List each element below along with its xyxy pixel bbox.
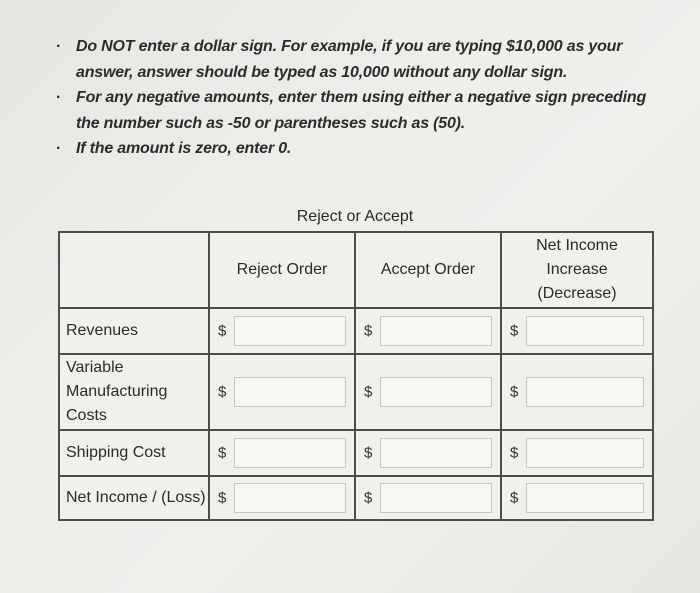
dollar-sign: $ (364, 383, 373, 401)
dollar-sign: $ (218, 383, 227, 401)
dollar-sign: $ (510, 444, 519, 462)
row-label-variable-costs: Variable Manufacturing Costs (59, 354, 209, 430)
header-blank (59, 232, 209, 308)
row-label-revenues: Revenues (59, 308, 209, 354)
table-row-shipping (59, 430, 653, 476)
reject-accept-table (58, 231, 654, 521)
row-label-net-income: Net Income / (Loss) (59, 476, 209, 520)
dollar-sign: $ (364, 322, 373, 340)
cell-variable-net (501, 354, 653, 430)
header-accept-order: Accept Order (355, 232, 501, 308)
shipping-accept-input[interactable] (380, 438, 492, 468)
revenues-reject-input[interactable] (234, 316, 346, 346)
table-row-net-income (59, 476, 653, 520)
cell-revenues-net (501, 308, 653, 354)
cell-net-net (501, 476, 653, 520)
cell-shipping-reject (209, 430, 355, 476)
net-income-accept-input[interactable] (380, 483, 492, 513)
bullet-icon: · (56, 38, 62, 55)
dollar-sign: $ (364, 489, 373, 507)
cell-variable-reject (209, 354, 355, 430)
instruction-item (52, 85, 672, 136)
table-row-revenues (59, 308, 653, 354)
bullet-icon: · (56, 89, 62, 106)
instruction-item (52, 136, 672, 162)
cell-revenues-accept (355, 308, 501, 354)
cell-net-reject (209, 476, 355, 520)
dollar-sign: $ (364, 444, 373, 462)
dollar-sign: $ (218, 322, 227, 340)
cell-net-accept (355, 476, 501, 520)
table-row-variable-costs (59, 354, 653, 430)
instruction-text: If the amount is zero, enter 0. (76, 140, 292, 157)
shipping-net-input[interactable] (526, 438, 644, 468)
bullet-icon: · (56, 140, 62, 157)
net-income-net-input[interactable] (526, 483, 644, 513)
shipping-reject-input[interactable] (234, 438, 346, 468)
table-caption: Reject or Accept (296, 208, 414, 225)
cell-variable-accept (355, 354, 501, 430)
header-reject-order: Reject Order (209, 232, 355, 308)
instructions-list (52, 34, 672, 162)
revenues-net-input[interactable] (526, 316, 644, 346)
row-label-shipping: Shipping Cost (59, 430, 209, 476)
variable-costs-net-input[interactable] (526, 377, 644, 407)
header-row (59, 232, 653, 308)
cell-revenues-reject (209, 308, 355, 354)
dollar-sign: $ (510, 489, 519, 507)
variable-costs-reject-input[interactable] (234, 377, 346, 407)
cell-shipping-net (501, 430, 653, 476)
cell-shipping-accept (355, 430, 501, 476)
dollar-sign: $ (510, 322, 519, 340)
instruction-text: Do NOT enter a dollar sign. For example, if you are typing $10,000 as your answer, answer should be typed as 10,000 without any dollar sign. (76, 38, 623, 81)
dollar-sign: $ (218, 489, 227, 507)
dollar-sign: $ (510, 383, 519, 401)
revenues-accept-input[interactable] (380, 316, 492, 346)
variable-costs-accept-input[interactable] (380, 377, 492, 407)
instruction-text: For any negative amounts, enter them using either a negative sign preceding the number such as -50 or parentheses such as (50). (76, 89, 647, 132)
header-net-income: Net Income Increase (Decrease) (501, 232, 653, 308)
net-income-reject-input[interactable] (234, 483, 346, 513)
instruction-item (52, 34, 672, 85)
dollar-sign: $ (218, 444, 227, 462)
